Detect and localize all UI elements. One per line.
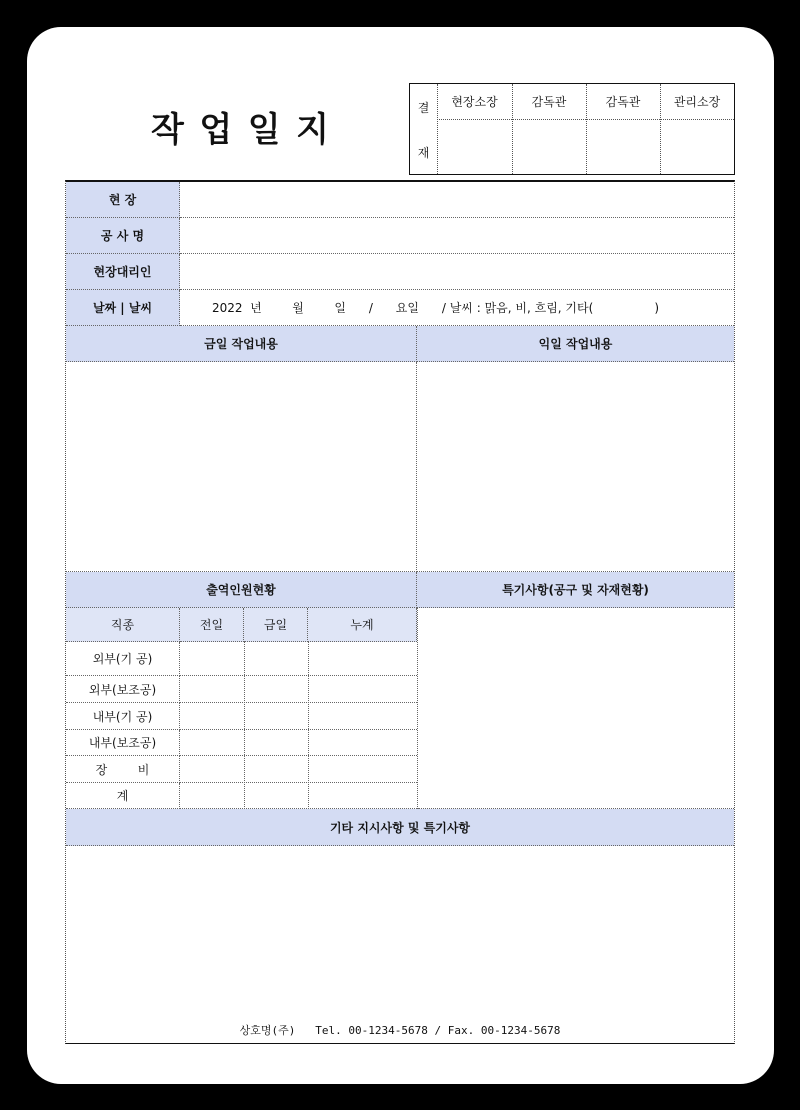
company-footer: 상호명(주) Tel. 00-1234-5678 / Fax. 00-1234-5678 xyxy=(239,1024,561,1037)
title-char-3: 일 xyxy=(247,109,281,150)
today-work-area[interactable] xyxy=(66,362,417,572)
date-weather-field[interactable] xyxy=(180,290,734,326)
approval-sign-supervisor-1[interactable] xyxy=(513,120,585,172)
today-work-header: 금일 작업내용 xyxy=(66,326,417,362)
site-field[interactable] xyxy=(180,182,734,218)
approval-role-supervisor-2: 감독관 xyxy=(605,95,641,109)
title-char-4: 지 xyxy=(296,109,329,150)
site-label: 현 장 xyxy=(66,182,180,218)
work-log-form xyxy=(65,180,735,1044)
attendance-row-3[interactable] xyxy=(180,703,417,730)
approval-side-label-2: 재 xyxy=(417,145,430,160)
title-char-1: 작 xyxy=(151,109,184,150)
special-notes-area[interactable] xyxy=(418,608,734,809)
col-cumulative: 누계 xyxy=(308,608,417,642)
attendance-row-6[interactable] xyxy=(180,783,417,809)
attendance-header: 출역인원현황 xyxy=(66,572,417,608)
project-name-label: 공 사 명 xyxy=(66,218,180,254)
site-agent-field[interactable] xyxy=(180,254,734,290)
attendance-row-4[interactable] xyxy=(180,730,417,756)
date-weather-text: 2022 년 월 일 / 요일 / 날씨 : 맑음, 비, 흐림, 기타( ) xyxy=(212,301,660,315)
page-title xyxy=(151,103,329,149)
approval-role-supervisor-1: 감독관 xyxy=(531,95,567,109)
tomorrow-work-header: 익일 작업내용 xyxy=(417,326,734,362)
col-previous-day: 전일 xyxy=(180,608,244,642)
row-label-equipment: 장 비 xyxy=(66,756,180,783)
special-notes-header: 특기사항(공구 및 자재현황) xyxy=(417,572,734,608)
approval-sign-site-manager[interactable] xyxy=(438,120,511,172)
row-label-outer-assistant: 외부(보조공) xyxy=(66,676,180,703)
row-label-outer-skilled: 외부(기 공) xyxy=(66,642,180,676)
approval-side-label-1: 결 xyxy=(417,100,430,115)
approval-role-site-manager: 현장소장 xyxy=(451,95,498,109)
row-label-inner-assistant: 내부(보조공) xyxy=(66,730,180,756)
date-weather-label: 날짜 | 날씨 xyxy=(66,290,180,326)
tomorrow-work-area[interactable] xyxy=(417,362,734,572)
site-agent-label: 현장대리인 xyxy=(66,254,180,290)
col-job-type: 직종 xyxy=(66,608,180,642)
row-label-inner-skilled: 내부(기 공) xyxy=(66,703,180,730)
other-instructions-header: 기타 지시사항 및 특기사항 xyxy=(66,809,734,846)
approval-role-admin-manager: 관리소장 xyxy=(673,95,721,109)
attendance-row-5[interactable] xyxy=(180,756,417,783)
row-label-total: 계 xyxy=(66,783,180,809)
approval-sign-supervisor-2[interactable] xyxy=(587,120,659,172)
attendance-row-2[interactable] xyxy=(180,676,417,703)
approval-box xyxy=(409,83,735,175)
title-char-2: 업 xyxy=(199,109,233,150)
approval-sign-admin-manager[interactable] xyxy=(661,120,733,172)
attendance-row-1[interactable] xyxy=(180,642,417,676)
project-name-field[interactable] xyxy=(180,218,734,254)
other-instructions-area[interactable] xyxy=(66,846,734,1043)
col-today: 금일 xyxy=(244,608,308,642)
